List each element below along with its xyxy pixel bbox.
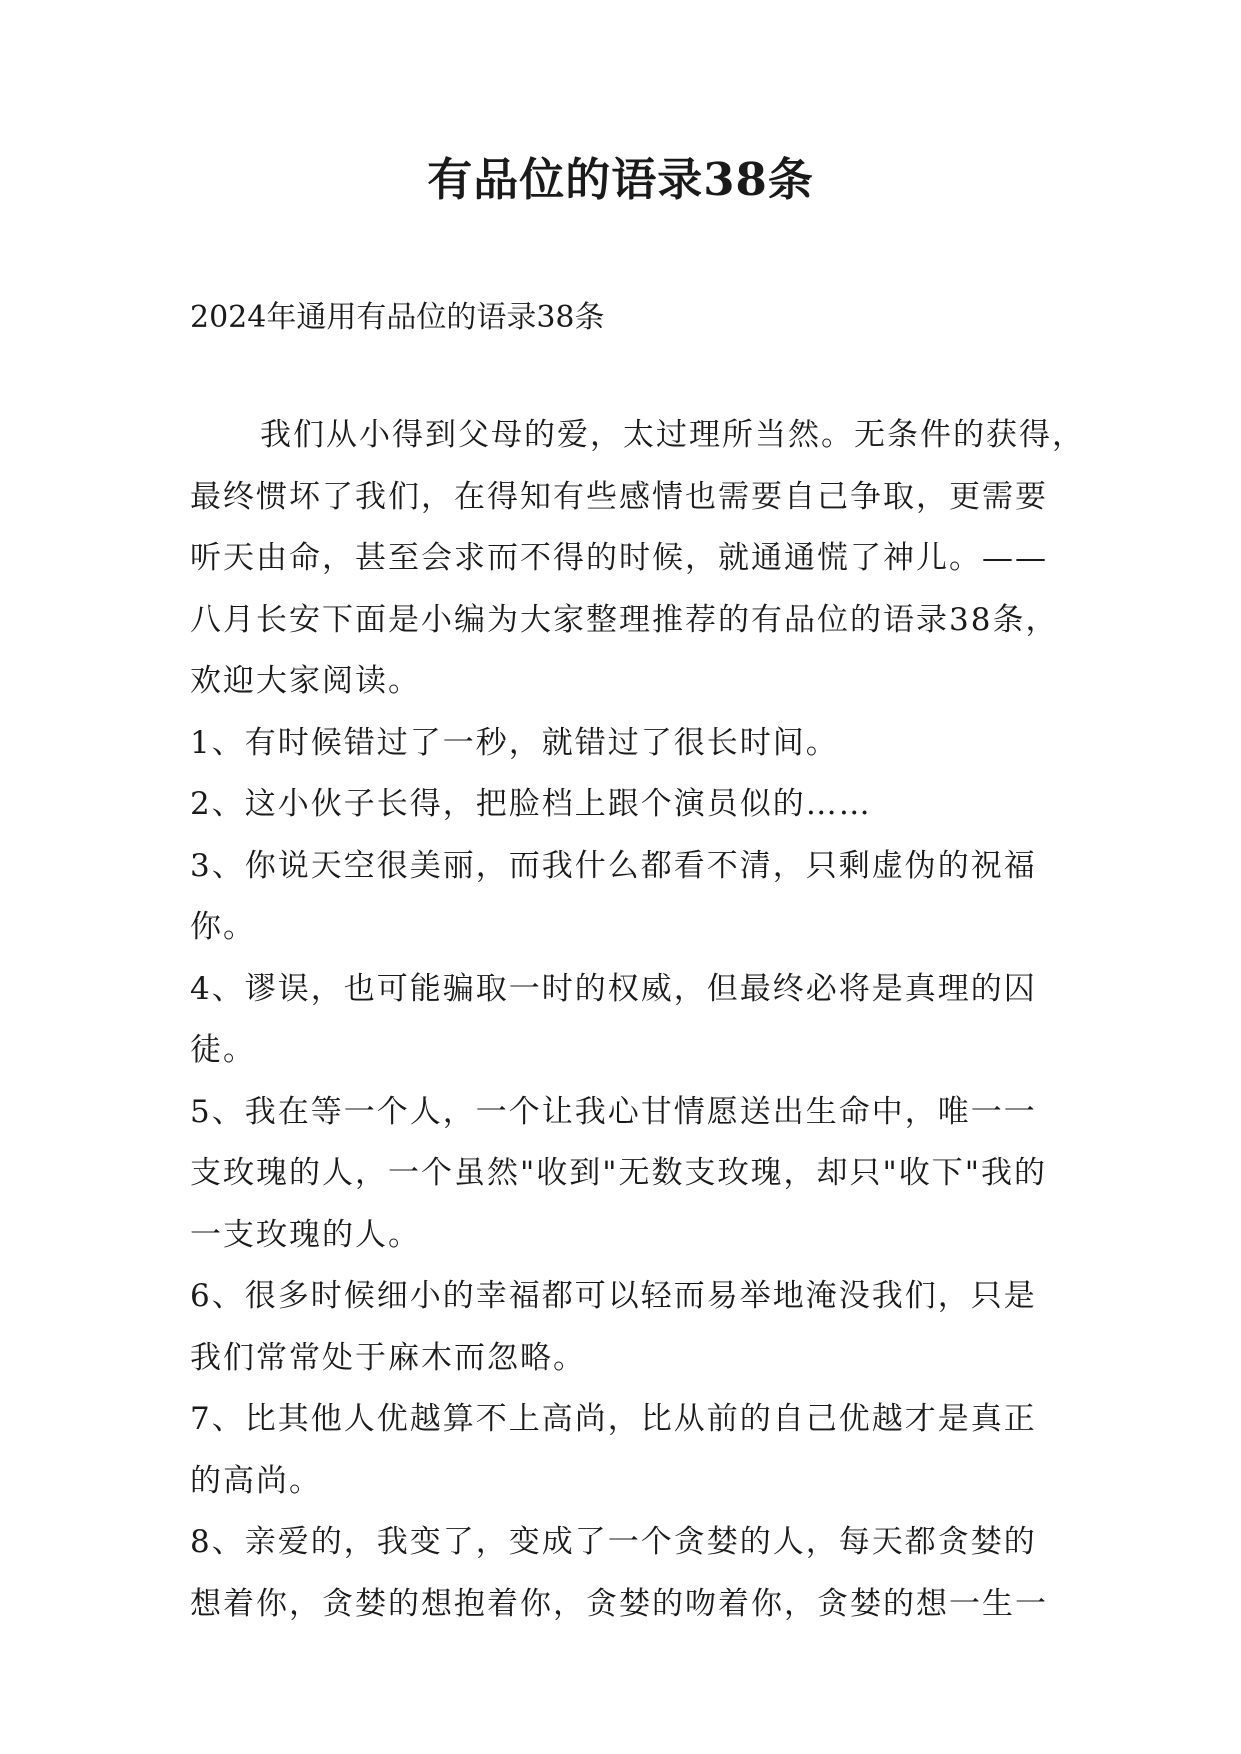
quote-line: 6、很多时候细小的幸福都可以轻而易举地淹没我们，只是 — [190, 1278, 1037, 1314]
document-subtitle: 2024年通用有品位的语录38条 — [190, 300, 605, 335]
quote-line: 支玫瑰的人，一个虽然"收到"无数支玫瑰，却只"收下"我的 — [190, 1155, 1048, 1191]
quote-line: 4、谬误，也可能骗取一时的权威，但最终必将是真理的囚 — [190, 970, 1037, 1007]
paragraph-line: 我们从小得到父母的爱，太过理所当然。无条件的获得， — [260, 417, 1085, 453]
quote-line: 7、比其他人优越算不上高尚，比从前的自己优越才是真正 — [190, 1401, 1037, 1437]
quote-line: 你。 — [190, 909, 256, 945]
quote-line: 1、有时候错过了一秒，就错过了很长时间。 — [190, 724, 839, 761]
quote-line: 2、这小伙子长得，把脸档上跟个演员似的…… — [190, 786, 872, 822]
document-title: 有品位的语录38条 — [427, 153, 814, 206]
quote-line: 3、你说天空很美丽，而我什么都看不清，只剩虚伪的祝福 — [190, 847, 1037, 884]
quote-line: 5、我在等一个人，一个让我心甘情愿送出生命中，唯一一 — [190, 1093, 1037, 1130]
paragraph-line: 欢迎大家阅读。 — [190, 663, 421, 699]
quote-line: 8、亲爱的，我变了，变成了一个贪婪的人，每天都贪婪的 — [190, 1524, 1037, 1560]
quote-line: 想着你，贪婪的想抱着你，贪婪的吻着你，贪婪的想一生一 — [190, 1585, 1048, 1622]
document-body — [190, 405, 1085, 1635]
quote-line: 我们常常处于麻木而忽略。 — [190, 1339, 586, 1376]
paragraph-line: 听天由命，甚至会求而不得的时候，就通通慌了神儿。—— — [190, 540, 1048, 576]
paragraph-line: 八月长安下面是小编为大家整理推荐的有品位的语录38条， — [190, 601, 1059, 638]
quote-line: 的高尚。 — [190, 1462, 322, 1499]
quote-line: 一支玫瑰的人。 — [190, 1216, 421, 1253]
paragraph-line: 最终惯坏了我们，在得知有些感情也需要自己争取，更需要 — [190, 478, 1048, 515]
quote-line: 徒。 — [190, 1032, 256, 1068]
